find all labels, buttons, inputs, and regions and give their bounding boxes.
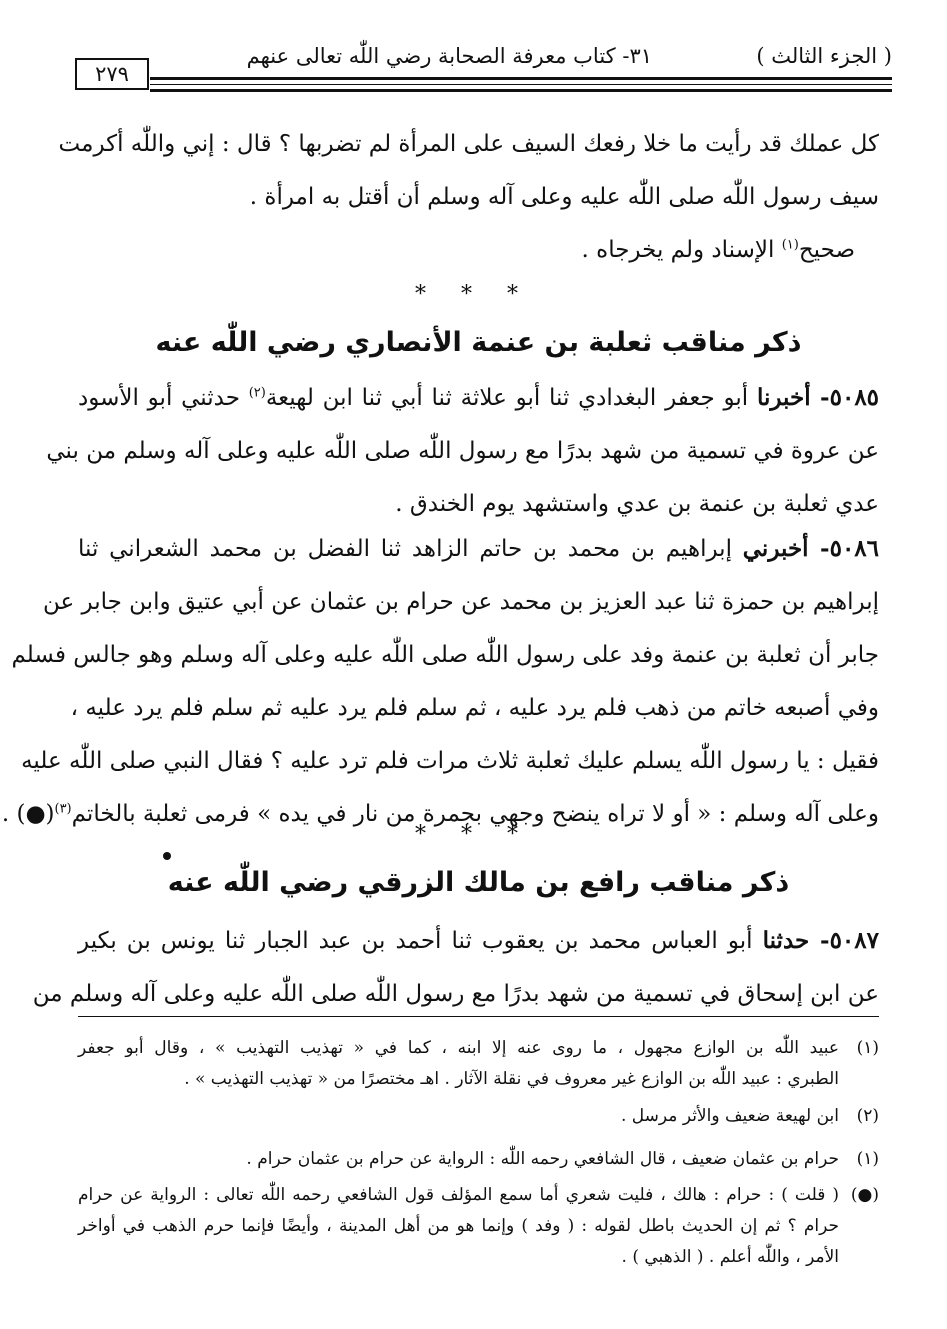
- volume-label: ( الجزء الثالث ): [756, 44, 892, 68]
- text-line: عدي ثعلبة بن عنمة بن عدي واستشهد يوم الخندق .: [395, 491, 879, 517]
- footnote-number: (٢): [856, 1106, 879, 1126]
- footnote-line: ابن لهيعة ضعيف والأثر مرسل .: [621, 1106, 839, 1126]
- text-line: إبراهيم بن حمزة ثنا عبد العزيز بن محمد عن حرام بن عثمان عن أبي عتيق وابن جابر عن: [43, 589, 879, 615]
- footnote-line: الأمر ، واللّٰه أعلم . ( الذهبي ) .: [621, 1247, 839, 1267]
- chapter-title: ٣١- كتاب معرفة الصحابة رضي اللّٰه تعالى عنهم: [246, 44, 652, 68]
- footnote-line: الطبري : عبيد اللّٰه بن الوازع غير معروف في نقلة الآثار . اهـ مختصرًا من « تهذيب التهذيب » .: [184, 1069, 839, 1089]
- page-number: ٢٧٩: [75, 58, 149, 90]
- section-heading: ذكر مناقب ثعلبة بن عنمة الأنصاري رضي اللّٰه عنه: [155, 327, 802, 358]
- hadith-number: ٥٠٨٥: [829, 384, 880, 411]
- footnote: [78, 1101, 879, 1132]
- header-rule: [150, 84, 892, 85]
- hadith-verb: - أخبرني: [742, 535, 830, 562]
- section-heading: ذكر مناقب رافع بن مالك الزرقي رضي اللّٰه عنه: [167, 867, 790, 898]
- header-rule: [150, 89, 892, 92]
- hadith-number: ٥٠٨٧: [829, 927, 879, 954]
- text-line: وفي أصبعه خاتم من ذهب فلم يرد عليه ، ثم سلم فلم يرد عليه ثم سلم فلم يرد عليه ،: [70, 695, 879, 721]
- ink-dot: [163, 852, 171, 860]
- hadith-text: أبو العباس محمد بن يعقوب ثنا أحمد بن عبد الجبار ثنا يونس بن بكير: [78, 928, 763, 954]
- header-rule: [150, 77, 892, 80]
- page-header: [75, 40, 892, 86]
- sahih-line: [78, 224, 879, 277]
- footnote: [78, 1180, 879, 1273]
- text-line: عن عروة في تسمية من شهد بدرًا مع رسول اللّٰه صلى اللّٰه عليه وعلى آله وسلم من بني: [46, 438, 879, 464]
- sahih-word: صحيح: [798, 237, 855, 263]
- hadith-5086: [1, 522, 880, 841]
- hadith-verb: - أخبرنا: [756, 384, 830, 411]
- hadith-text: حدثني أبو الأسود: [78, 385, 249, 411]
- text-line: [78, 522, 879, 576]
- text-line: [78, 371, 879, 425]
- sahih-text: الإسناد ولم يخرجاه .: [581, 237, 782, 263]
- paragraph-continuation: [58, 118, 879, 277]
- separator-stars: * * *: [415, 282, 532, 307]
- footnote-text: [78, 1180, 839, 1273]
- separator-stars: * * *: [415, 822, 532, 847]
- footnote-rule: [78, 1016, 879, 1017]
- hadith-number: ٥٠٨٦: [829, 535, 880, 562]
- footnote: [78, 1144, 879, 1175]
- hadith-text: أبو جعفر البغدادي ثنا أبو علاثة ثنا أبي ثنا ابن لهيعة: [265, 385, 757, 411]
- hadith-text: إبراهيم بن محمد بن حاتم الزاهد ثنا الفضل بن محمد الشعراني ثنا: [78, 536, 743, 562]
- footnote-line: عبيد اللّٰه بن الوازع مجهول ، ما روى عنه إلا ابنه ، كما في « تهذيب التهذيب » ، وقال أبو جعفر: [78, 1038, 839, 1058]
- text-line: [78, 914, 879, 968]
- footnote-ref: (٣): [54, 801, 72, 817]
- footnote-line: حرام ؟ ثم إن الحديث باطل لقوله : ( وفد ) وإنما هو من أهل المدينة ، وأيضًا فإنما حرم الذهب في أواخر: [78, 1216, 839, 1236]
- hadith-5085: [46, 371, 880, 531]
- footnote-number: (١): [856, 1149, 879, 1169]
- footnote-text: [78, 1144, 839, 1175]
- footnote-number: (١): [856, 1038, 879, 1058]
- footnote: [78, 1033, 879, 1095]
- text-line: سيف رسول اللّٰه صلى اللّٰه عليه وعلى آله وسلم أن أقتل به امرأة .: [249, 184, 879, 210]
- hadith-5087: [32, 914, 879, 1021]
- footnote-text: [78, 1101, 839, 1132]
- text-line: عن ابن إسحاق في تسمية من شهد بدرًا مع رسول اللّٰه صلى اللّٰه عليه وعلى آله وسلم من: [32, 981, 879, 1007]
- footnote-text: [78, 1033, 839, 1095]
- footnote-line: ( قلت ) : حرام : هالك ، فليت شعري أما سمع المؤلف قول الشافعي رحمه اللّٰه تعالى : الرواية عن حرام: [78, 1185, 839, 1205]
- footnote-line: حرام بن عثمان ضعيف ، قال الشافعي رحمه اللّٰه : الرواية عن حرام بن عثمان حرام .: [246, 1149, 839, 1169]
- footnote-number: (●): [850, 1185, 879, 1205]
- footnote-ref: (١): [781, 237, 799, 253]
- hadith-verb: - حدثنا: [762, 927, 830, 954]
- text-line: فقيل : يا رسول اللّٰه يسلم عليك ثعلبة ثلاث مرات فلم ترد عليه ؟ فقال النبي صلى اللّٰه عليه: [21, 748, 879, 774]
- hadith-text: وعلى آله وسلم : « أو لا تراه ينضح وجهي بجمرة من نار في يده » فرمى ثعلبة بالخاتم: [71, 801, 879, 827]
- text-line: جابر أن ثعلبة بن عنمة وفد على رسول اللّٰه صلى اللّٰه عليه وعلى آله وسلم وهو جالس فسلم: [11, 642, 879, 668]
- text-line: كل عملك قد رأيت ما خلا رفعك السيف على المرأة لم تضربها ؟ قال : إني واللّٰه أكرمت: [58, 131, 879, 157]
- footnote-ref: (٢): [248, 385, 266, 401]
- hadith-text: (●) .: [1, 801, 55, 827]
